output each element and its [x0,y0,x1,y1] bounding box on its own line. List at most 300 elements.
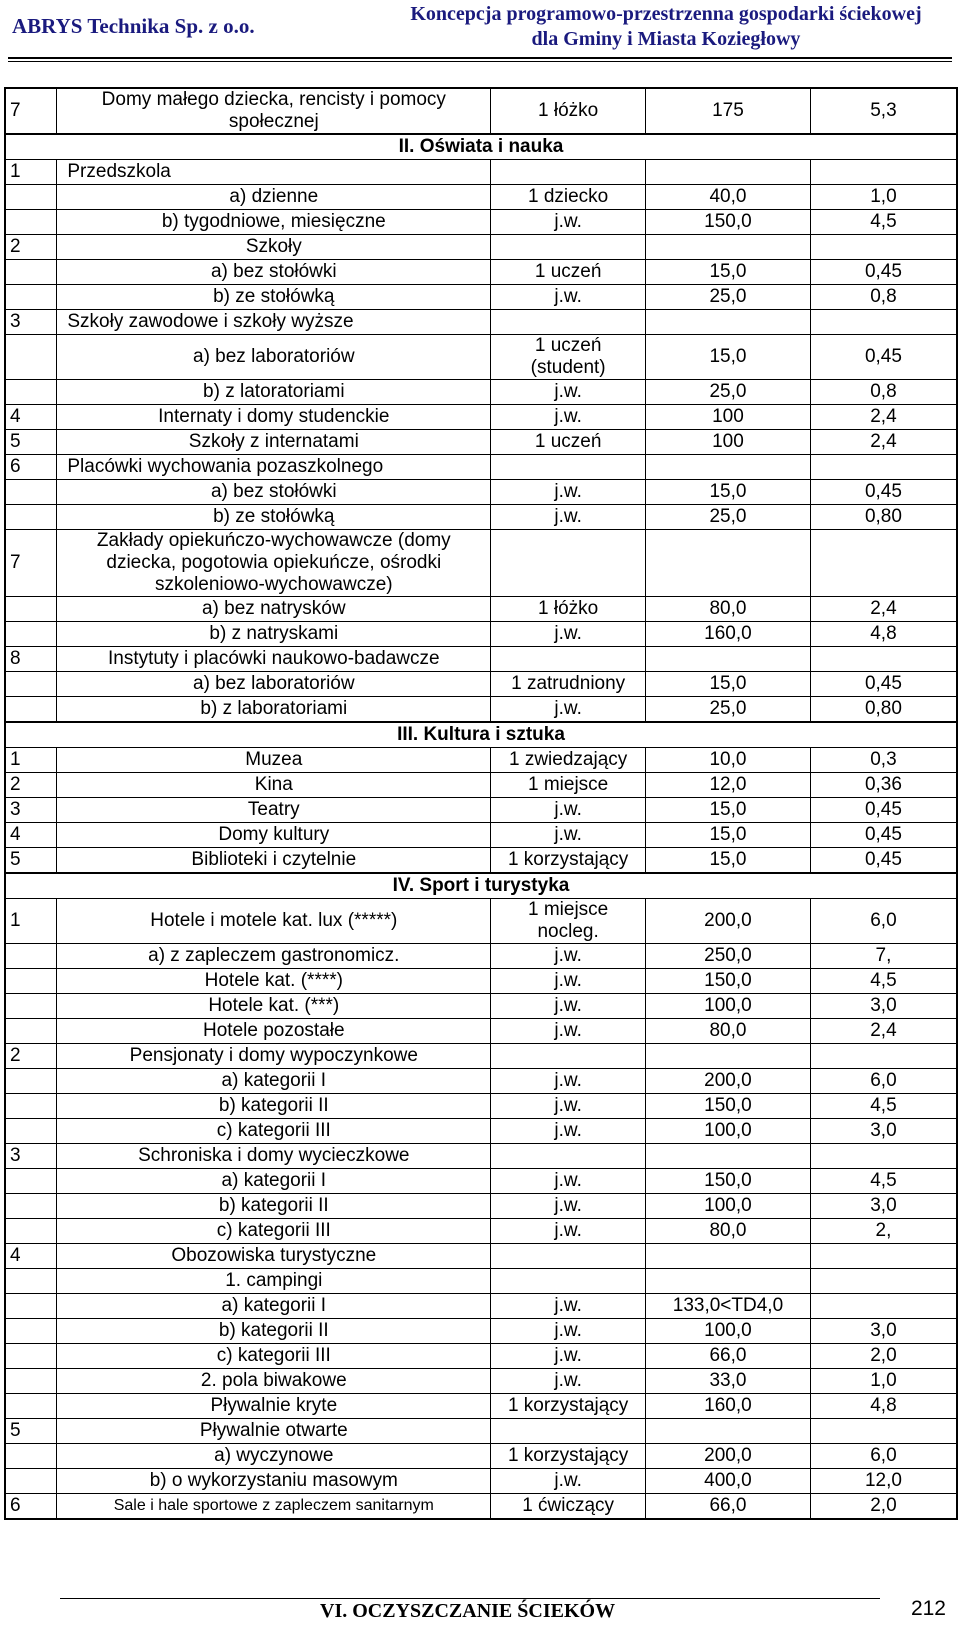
unit-of-measure: 1 uczeń (student) [491,335,646,380]
value-b: 0,3 [810,748,957,773]
facility-name: Muzea [57,748,491,773]
table-row [5,380,957,405]
value-a: 40,0 [646,185,811,210]
facility-name: Przedszkola [57,160,491,185]
table-row [5,1444,957,1469]
facility-name: Placówki wychowania pozaszkolnego [57,455,491,480]
value-a: 15,0 [646,672,811,697]
header-divider [8,57,952,59]
facility-name: Instytuty i placówki naukowo-badawcze [57,647,491,672]
table-row [5,1069,957,1094]
facility-name: c) kategorii III [57,1219,491,1244]
unit-of-measure: j.w. [491,1094,646,1119]
value-a: 133,0<TD4,0 [646,1294,811,1319]
table-row [5,1494,957,1520]
value-b: 0,45 [810,672,957,697]
unit-of-measure [491,1044,646,1069]
value-a: 100 [646,405,811,430]
row-number [5,1444,57,1469]
value-a [646,235,811,260]
value-b [810,1419,957,1444]
unit-of-measure: 1 zwiedzający [491,748,646,773]
table-row [5,88,957,134]
table-row [5,1269,957,1294]
value-a: 25,0 [646,380,811,405]
facility-name: c) kategorii III [57,1344,491,1369]
table-row [5,697,957,723]
value-a: 100,0 [646,1194,811,1219]
unit-of-measure: 1 miejsce [491,773,646,798]
table-row [5,235,957,260]
unit-of-measure [491,530,646,597]
value-b: 3,0 [810,1194,957,1219]
table-row [5,1119,957,1144]
value-a: 100,0 [646,1119,811,1144]
value-a: 15,0 [646,480,811,505]
facility-name: b) kategorii II [57,1194,491,1219]
facility-name: Sale i hale sportowe z zapleczem sanitarnym [57,1494,491,1520]
value-a: 80,0 [646,1219,811,1244]
table-row [5,798,957,823]
table-row [5,1044,957,1069]
facility-name: Teatry [57,798,491,823]
table-row [5,1419,957,1444]
table-row [5,1219,957,1244]
page-number: 212 [910,1597,946,1620]
row-number: 4 [5,405,57,430]
unit-of-measure: j.w. [491,1294,646,1319]
value-a: 160,0 [646,1394,811,1419]
unit-of-measure: j.w. [491,1194,646,1219]
value-a [646,455,811,480]
table-row [5,1294,957,1319]
row-number: 3 [5,798,57,823]
value-a: 100,0 [646,1319,811,1344]
row-number [5,260,57,285]
document-title-line1: Koncepcja programowo-przestrzenna gospodarki ściekowej [410,3,922,25]
unit-of-measure: j.w. [491,405,646,430]
value-b: 2,4 [810,1019,957,1044]
row-number [5,380,57,405]
value-a [646,1419,811,1444]
row-number [5,1394,57,1419]
row-number: 7 [5,88,57,134]
table-row [5,285,957,310]
value-a: 200,0 [646,1444,811,1469]
value-b: 0,45 [810,335,957,380]
facility-name: 1. campingi [57,1269,491,1294]
value-b: 0,8 [810,285,957,310]
footer-chapter-title: VI. OCZYSZCZANIE ŚCIEKÓW [320,1600,616,1622]
unit-of-measure: 1 korzystający [491,1444,646,1469]
value-b: 6,0 [810,1069,957,1094]
row-number [5,1344,57,1369]
facility-name: a) z zapleczem gastronomicz. [57,944,491,969]
value-b: 2, [810,1219,957,1244]
value-a [646,1044,811,1069]
value-b [810,530,957,597]
facility-name: Biblioteki i czytelnie [57,848,491,874]
row-number [5,1069,57,1094]
unit-of-measure: j.w. [491,969,646,994]
table-row [5,672,957,697]
table-row [5,1394,957,1419]
table-row [5,335,957,380]
unit-of-measure: j.w. [491,1119,646,1144]
row-number [5,1119,57,1144]
row-number [5,1169,57,1194]
unit-of-measure: j.w. [491,380,646,405]
row-number: 4 [5,823,57,848]
row-number [5,969,57,994]
value-a: 400,0 [646,1469,811,1494]
unit-of-measure: 1 uczeń [491,430,646,455]
value-b [810,1144,957,1169]
value-b [810,235,957,260]
facility-name: b) z latoratoriami [57,380,491,405]
value-a: 200,0 [646,899,811,944]
value-b [810,455,957,480]
row-number [5,1019,57,1044]
facility-name: b) kategorii II [57,1094,491,1119]
company-name: ABRYS Technika Sp. z o.o. [12,14,255,38]
unit-of-measure: j.w. [491,1469,646,1494]
table-row [5,748,957,773]
value-b: 2,0 [810,1344,957,1369]
value-a: 66,0 [646,1344,811,1369]
table-row [5,1319,957,1344]
row-number: 2 [5,1044,57,1069]
facility-name: Domy małego dziecka, rencisty i pomocy społecznej [57,88,491,134]
value-a: 15,0 [646,335,811,380]
value-a: 100,0 [646,994,811,1019]
value-b: 1,0 [810,185,957,210]
row-number [5,597,57,622]
unit-of-measure: 1 dziecko [491,185,646,210]
value-b: 0,45 [810,798,957,823]
facility-name: c) kategorii III [57,1119,491,1144]
row-number [5,1194,57,1219]
row-number [5,1269,57,1294]
row-number: 1 [5,899,57,944]
value-a: 150,0 [646,1169,811,1194]
facility-name: Schroniska i domy wycieczkowe [57,1144,491,1169]
facility-name: Hotele i motele kat. lux (*****) [57,899,491,944]
value-b: 0,80 [810,505,957,530]
value-b [810,1044,957,1069]
row-number [5,285,57,310]
section-title: II. Oświata i nauka [5,134,957,160]
value-a: 250,0 [646,944,811,969]
unit-of-measure [491,160,646,185]
facility-name: Pływalnie otwarte [57,1419,491,1444]
unit-of-measure: j.w. [491,480,646,505]
table-row [5,899,957,944]
table-row [5,260,957,285]
row-number: 4 [5,1244,57,1269]
value-a: 200,0 [646,1069,811,1094]
value-a: 100 [646,430,811,455]
value-b [810,310,957,335]
unit-of-measure: 1 zatrudniony [491,672,646,697]
value-b: 0,45 [810,480,957,505]
header-divider-thin [8,61,952,62]
value-b: 3,0 [810,1319,957,1344]
facility-name: Pływalnie kryte [57,1394,491,1419]
value-b: 2,0 [810,1494,957,1520]
value-a: 150,0 [646,1094,811,1119]
row-number [5,1294,57,1319]
facility-name: b) ze stołówką [57,505,491,530]
value-a: 175 [646,88,811,134]
row-number: 5 [5,430,57,455]
unit-of-measure [491,1244,646,1269]
value-b: 3,0 [810,994,957,1019]
facility-name: Internaty i domy studenckie [57,405,491,430]
value-b: 4,8 [810,1394,957,1419]
facility-name: Hotele kat. (***) [57,994,491,1019]
table-row [5,597,957,622]
table-row [5,647,957,672]
unit-of-measure [491,1269,646,1294]
value-a: 25,0 [646,505,811,530]
unit-of-measure: 1 miejsce nocleg. [491,899,646,944]
facility-name: Szkoły zawodowe i szkoły wyższe [57,310,491,335]
document-title-line2: dla Gminy i Miasta Koziegłowy [531,28,801,50]
table-row [5,1094,957,1119]
facility-name: Szkoły [57,235,491,260]
value-a: 15,0 [646,848,811,874]
facility-name: a) kategorii I [57,1294,491,1319]
value-b [810,647,957,672]
row-number [5,697,57,723]
unit-of-measure: 1 korzystający [491,848,646,874]
facility-name: Szkoły z internatami [57,430,491,455]
row-number: 2 [5,235,57,260]
value-a: 15,0 [646,260,811,285]
value-b: 3,0 [810,1119,957,1144]
unit-of-measure [491,647,646,672]
unit-of-measure [491,235,646,260]
facility-name: Zakłady opiekuńczo-wychowawcze (domy dziecka, pogotowia opiekuńcze, ośrodki szkoleniowo-wychowawcze) [57,530,491,597]
unit-of-measure: j.w. [491,285,646,310]
footer-divider [60,1598,880,1599]
value-a: 160,0 [646,622,811,647]
table-row [5,848,957,874]
value-b: 6,0 [810,1444,957,1469]
value-b: 4,5 [810,969,957,994]
row-number [5,1369,57,1394]
facility-name: a) bez laboratoriów [57,335,491,380]
row-number [5,1219,57,1244]
row-number: 5 [5,848,57,874]
table-row [5,1369,957,1394]
sewage-norms-table [4,87,958,1520]
value-a: 25,0 [646,697,811,723]
unit-of-measure: 1 uczeń [491,260,646,285]
row-number: 3 [5,310,57,335]
value-a [646,530,811,597]
row-number: 1 [5,748,57,773]
facility-name: Hotele pozostałe [57,1019,491,1044]
value-b: 0,45 [810,823,957,848]
unit-of-measure: j.w. [491,505,646,530]
row-number [5,505,57,530]
facility-name: Kina [57,773,491,798]
unit-of-measure: 1 łóżko [491,88,646,134]
table-row [5,823,957,848]
facility-name: a) kategorii I [57,1169,491,1194]
section-heading-row [5,873,957,899]
unit-of-measure: 1 korzystający [491,1394,646,1419]
unit-of-measure: j.w. [491,823,646,848]
row-number [5,994,57,1019]
value-a [646,1144,811,1169]
row-number [5,672,57,697]
facility-name: Pensjonaty i domy wypoczynkowe [57,1044,491,1069]
facility-name: Obozowiska turystyczne [57,1244,491,1269]
unit-of-measure [491,310,646,335]
row-number [5,1319,57,1344]
value-a: 15,0 [646,798,811,823]
table-row [5,480,957,505]
row-number: 7 [5,530,57,597]
facility-name: a) bez laboratoriów [57,672,491,697]
facility-name: a) kategorii I [57,1069,491,1094]
unit-of-measure: j.w. [491,622,646,647]
table-row [5,310,957,335]
unit-of-measure: j.w. [491,1169,646,1194]
row-number [5,944,57,969]
table-row [5,405,957,430]
facility-name: Domy kultury [57,823,491,848]
value-a [646,1269,811,1294]
value-b: 1,0 [810,1369,957,1394]
value-a: 15,0 [646,823,811,848]
table-row [5,773,957,798]
value-b [810,1294,957,1319]
row-number: 1 [5,160,57,185]
table-row [5,455,957,480]
value-b: 2,4 [810,405,957,430]
facility-name: a) bez natrysków [57,597,491,622]
facility-name: b) o wykorzystaniu masowym [57,1469,491,1494]
row-number: 6 [5,1494,57,1520]
facility-name: b) kategorii II [57,1319,491,1344]
row-number [5,335,57,380]
value-b: 7, [810,944,957,969]
value-a: 25,0 [646,285,811,310]
table-row [5,969,957,994]
table-row [5,1194,957,1219]
value-a: 80,0 [646,1019,811,1044]
unit-of-measure [491,1419,646,1444]
value-b: 4,5 [810,1169,957,1194]
row-number [5,480,57,505]
row-number: 3 [5,1144,57,1169]
value-a [646,310,811,335]
value-b: 12,0 [810,1469,957,1494]
table-row [5,944,957,969]
facility-name: a) dzienne [57,185,491,210]
value-a: 33,0 [646,1369,811,1394]
facility-name: a) bez stołówki [57,480,491,505]
unit-of-measure: j.w. [491,1369,646,1394]
row-number [5,1469,57,1494]
value-a: 150,0 [646,210,811,235]
table-body [5,88,957,1519]
value-a: 150,0 [646,969,811,994]
value-a: 12,0 [646,773,811,798]
value-b: 4,5 [810,1094,957,1119]
unit-of-measure: j.w. [491,1219,646,1244]
unit-of-measure [491,1144,646,1169]
unit-of-measure: j.w. [491,697,646,723]
value-b: 6,0 [810,899,957,944]
facility-name: 2. pola biwakowe [57,1369,491,1394]
value-b: 0,8 [810,380,957,405]
unit-of-measure: j.w. [491,1344,646,1369]
section-title: IV. Sport i turystyka [5,873,957,899]
facility-name: b) tygodniowe, miesięczne [57,210,491,235]
value-b: 0,80 [810,697,957,723]
row-number [5,185,57,210]
value-b: 4,8 [810,622,957,647]
value-a [646,160,811,185]
section-title: III. Kultura i sztuka [5,722,957,748]
value-b: 2,4 [810,597,957,622]
value-b: 0,45 [810,848,957,874]
table-row [5,185,957,210]
unit-of-measure: j.w. [491,1319,646,1344]
page-header [0,0,960,64]
value-b: 5,3 [810,88,957,134]
table-row [5,1144,957,1169]
facility-name: a) bez stołówki [57,260,491,285]
table-row [5,1019,957,1044]
table-row [5,160,957,185]
table-row [5,1244,957,1269]
value-b: 0,45 [810,260,957,285]
table-row [5,505,957,530]
row-number: 8 [5,647,57,672]
facility-name: b) z laboratoriami [57,697,491,723]
unit-of-measure [491,455,646,480]
value-a: 66,0 [646,1494,811,1520]
table-row [5,622,957,647]
table-row [5,1169,957,1194]
facility-name: b) z natryskami [57,622,491,647]
value-a [646,1244,811,1269]
value-a: 10,0 [646,748,811,773]
unit-of-measure: j.w. [491,798,646,823]
table-row [5,530,957,597]
facility-name: Hotele kat. (****) [57,969,491,994]
value-b [810,1244,957,1269]
value-b: 4,5 [810,210,957,235]
value-b: 2,4 [810,430,957,455]
value-b: 0,36 [810,773,957,798]
unit-of-measure: j.w. [491,210,646,235]
document-title [386,2,946,52]
row-number: 6 [5,455,57,480]
facility-name: b) ze stołówką [57,285,491,310]
facility-name: a) wyczynowe [57,1444,491,1469]
value-a: 80,0 [646,597,811,622]
value-b [810,1269,957,1294]
value-b [810,160,957,185]
table-row [5,210,957,235]
